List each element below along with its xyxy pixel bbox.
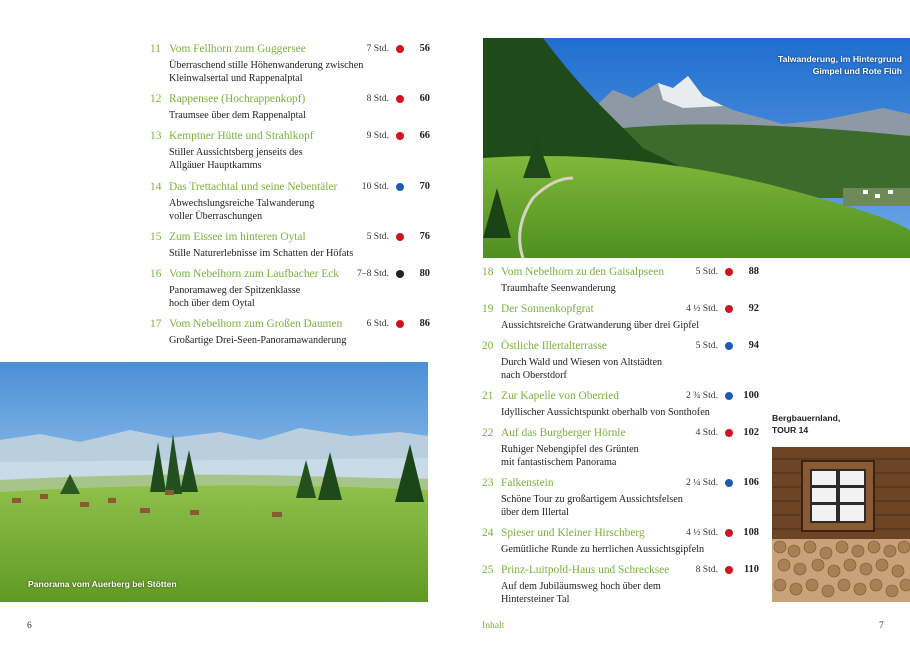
panorama-caption: Panorama vom Auerberg bei Stötten	[28, 579, 177, 589]
toc-entry[interactable]	[482, 264, 759, 295]
tour-duration: 2 ¼ Std.	[686, 477, 718, 488]
tour-description-line: Durch Wald und Wiesen von Altstädten	[501, 357, 663, 368]
difficulty-dot	[396, 320, 404, 328]
tour-page-number: 88	[748, 266, 759, 277]
tour-description	[169, 284, 430, 310]
footer-section-label: Inhalt	[482, 620, 505, 631]
tour-number: 18	[482, 266, 494, 278]
tour-duration: 4 ½ Std.	[686, 527, 718, 538]
toc-entry[interactable]	[150, 128, 430, 172]
tour-description	[169, 59, 430, 85]
toc-left	[0, 0, 455, 360]
tour-description	[169, 109, 430, 122]
tour-page-number: 86	[419, 318, 430, 329]
tour-title[interactable]: Auf das Burgberger Hörnle	[501, 427, 626, 439]
tour-number: 15	[150, 231, 162, 243]
tour-description-line: Idyllischer Aussichtspunkt oberhalb von Sonthofen	[501, 407, 710, 418]
valley-caption-line: Gimpel und Rote Flüh	[812, 66, 902, 76]
tour-page-number: 76	[419, 231, 430, 242]
tour-description-line: Traumhafte Seenwanderung	[501, 283, 616, 294]
right-page	[455, 0, 910, 648]
tour-description-line: Schöne Tour zu großartigem Aussichtsfelsen	[501, 494, 683, 505]
tour-description-line: Auf dem Jubiläumsweg hoch über dem	[501, 581, 661, 592]
tour-duration: 7–8 Std.	[357, 268, 389, 279]
tour-title[interactable]: Prinz-Luitpold-Haus und Schrecksee	[501, 564, 670, 576]
tour-description-line: Gemütliche Runde zu herrlichen Aussichtsgipfeln	[501, 544, 705, 555]
toc-entry[interactable]	[150, 91, 430, 122]
difficulty-dot	[725, 342, 733, 350]
tour-title[interactable]: Zum Eissee im hinteren Oytal	[169, 231, 306, 243]
tour-description	[501, 356, 759, 382]
panorama-photo	[0, 362, 428, 602]
tour-title[interactable]: Rappensee (Hochrappenkopf)	[169, 93, 306, 105]
tour-number: 14	[150, 181, 162, 193]
toc-entry[interactable]	[150, 316, 430, 347]
tour-page-number: 106	[743, 477, 759, 488]
toc-entry[interactable]	[482, 525, 759, 556]
tour-number: 25	[482, 564, 494, 576]
tour-number: 20	[482, 340, 494, 352]
difficulty-dot	[396, 45, 404, 53]
tour-title[interactable]: Falkenstein	[501, 477, 554, 489]
difficulty-dot	[725, 429, 733, 437]
tour-description-line: Überraschend stille Höhenwanderung zwischen	[169, 60, 364, 71]
tour-number: 21	[482, 390, 494, 402]
difficulty-dot	[396, 132, 404, 140]
tour-number: 12	[150, 93, 162, 105]
tour-description-line: Kleinwalsertal und Rappenalptal	[169, 73, 303, 84]
difficulty-dot	[725, 268, 733, 276]
farmhouse-caption	[772, 412, 840, 436]
tour-number: 19	[482, 303, 494, 315]
tour-description	[169, 247, 430, 260]
tour-duration: 10 Std.	[361, 181, 389, 192]
difficulty-dot	[725, 392, 733, 400]
tour-number: 13	[150, 130, 162, 142]
farmhouse-photo-image	[772, 447, 910, 602]
tour-title[interactable]: Spieser und Kleiner Hirschberg	[501, 527, 645, 539]
tour-title[interactable]: Vom Nebelhorn zu den Gaisalpseen	[501, 266, 665, 278]
tour-description-line: Panoramaweg der Spitzenklasse	[169, 285, 301, 296]
tour-page-number: 94	[748, 340, 759, 351]
toc-entry[interactable]	[150, 229, 430, 260]
tour-description	[501, 443, 759, 469]
farmhouse-caption-line: Bergbauernland,	[772, 413, 841, 423]
toc-entry[interactable]	[482, 475, 759, 519]
panorama-photo-image	[0, 362, 428, 602]
tour-description-line: Traumsee über dem Rappenalptal	[169, 110, 306, 121]
difficulty-dot	[725, 566, 733, 574]
tour-number: 23	[482, 477, 494, 489]
tour-description-line: Abwechslungsreiche Talwanderung	[169, 198, 315, 209]
right-page-number: 7	[879, 620, 884, 631]
toc-entry[interactable]	[482, 562, 759, 606]
tour-description-line: voller Überraschungen	[169, 211, 263, 222]
tour-number: 11	[150, 43, 161, 55]
tour-title[interactable]: Vom Fellhorn zum Guggersee	[169, 43, 306, 55]
tour-duration: 9 Std.	[366, 130, 389, 141]
tour-page-number: 108	[743, 527, 759, 538]
difficulty-dot	[725, 479, 733, 487]
tour-description	[169, 197, 430, 223]
tour-page-number: 100	[743, 390, 759, 401]
tour-description	[501, 319, 759, 332]
left-page-number: 6	[27, 620, 32, 631]
tour-duration: 8 Std.	[366, 93, 389, 104]
tour-page-number: 56	[419, 43, 430, 54]
tour-duration: 5 Std.	[695, 266, 718, 277]
tour-number: 24	[482, 527, 494, 539]
tour-description	[501, 282, 759, 295]
tour-page-number: 80	[419, 268, 430, 279]
tour-title[interactable]: Zur Kapelle von Oberried	[501, 390, 619, 402]
tour-description-line: Hintersteiner Tal	[501, 594, 570, 605]
tour-description	[169, 146, 430, 172]
valley-caption-line: Talwanderung, im Hintergrund	[778, 54, 902, 64]
tour-description	[501, 406, 759, 419]
tour-number: 17	[150, 318, 162, 330]
tour-title[interactable]: Der Sonnenkopfgrat	[501, 303, 594, 315]
tour-page-number: 110	[743, 564, 759, 575]
tour-description-line: Aussichtsreiche Gratwanderung über drei Gipfel	[501, 320, 700, 331]
tour-duration: 8 Std.	[695, 564, 718, 575]
farmhouse-photo	[772, 447, 910, 602]
tour-duration: 2 ¾ Std.	[686, 390, 718, 401]
tour-description	[501, 580, 759, 606]
tour-number: 16	[150, 268, 162, 280]
tour-page-number: 60	[419, 93, 430, 104]
tour-description-line: Stiller Aussichtsberg jenseits des	[169, 147, 303, 158]
tour-description-line: Stille Naturerlebnisse im Schatten der Höfats	[169, 248, 354, 259]
tour-page-number: 102	[743, 427, 759, 438]
tour-duration: 4 Std.	[695, 427, 718, 438]
tour-duration: 6 Std.	[366, 318, 389, 329]
tour-title[interactable]: Vom Nebelhorn zum Großen Daumen	[169, 318, 343, 330]
tour-duration: 5 Std.	[366, 231, 389, 242]
difficulty-dot	[396, 95, 404, 103]
tour-duration: 4 ½ Std.	[686, 303, 718, 314]
difficulty-dot	[725, 529, 733, 537]
toc-entry[interactable]	[150, 41, 430, 85]
tour-page-number: 70	[419, 181, 430, 192]
tour-description-line: Allgäuer Hauptkamms	[169, 160, 262, 171]
tour-title[interactable]: Vom Nebelhorn zum Laufbacher Eck	[169, 268, 339, 280]
tour-title[interactable]: Kemptner Hütte und Strahlkopf	[169, 130, 314, 142]
difficulty-dot	[396, 233, 404, 241]
toc-entry[interactable]	[482, 388, 759, 419]
tour-page-number: 66	[419, 130, 430, 141]
tour-description	[501, 493, 759, 519]
tour-duration: 5 Std.	[695, 340, 718, 351]
tour-description-line: Ruhiger Nebengipfel des Grünten	[501, 444, 639, 455]
tour-duration: 7 Std.	[366, 43, 389, 54]
difficulty-dot	[725, 305, 733, 313]
tour-title[interactable]: Östliche Illertalterrasse	[501, 340, 607, 352]
toc-entry[interactable]	[482, 425, 759, 469]
tour-description-line: mit fantastischem Panorama	[501, 457, 617, 468]
tour-description	[169, 334, 430, 347]
tour-description-line: nach Oberstdorf	[501, 370, 567, 381]
tour-description	[501, 543, 759, 556]
toc-entry[interactable]	[150, 179, 430, 223]
toc-entry[interactable]	[150, 266, 430, 310]
tour-title[interactable]: Das Trettachtal und seine Nebentäler	[169, 181, 338, 193]
toc-entry[interactable]	[482, 338, 759, 382]
tour-description-line: über dem Illertal	[501, 507, 569, 518]
difficulty-dot	[396, 183, 404, 191]
tour-page-number: 92	[748, 303, 759, 314]
tour-description-line: Großartige Drei-Seen-Panoramawanderung	[169, 335, 347, 346]
tour-description-line: hoch über dem Oytal	[169, 298, 255, 309]
farmhouse-caption-line: TOUR 14	[772, 425, 809, 435]
toc-entry[interactable]	[482, 301, 759, 332]
tour-number: 22	[482, 427, 494, 439]
difficulty-dot	[396, 270, 404, 278]
